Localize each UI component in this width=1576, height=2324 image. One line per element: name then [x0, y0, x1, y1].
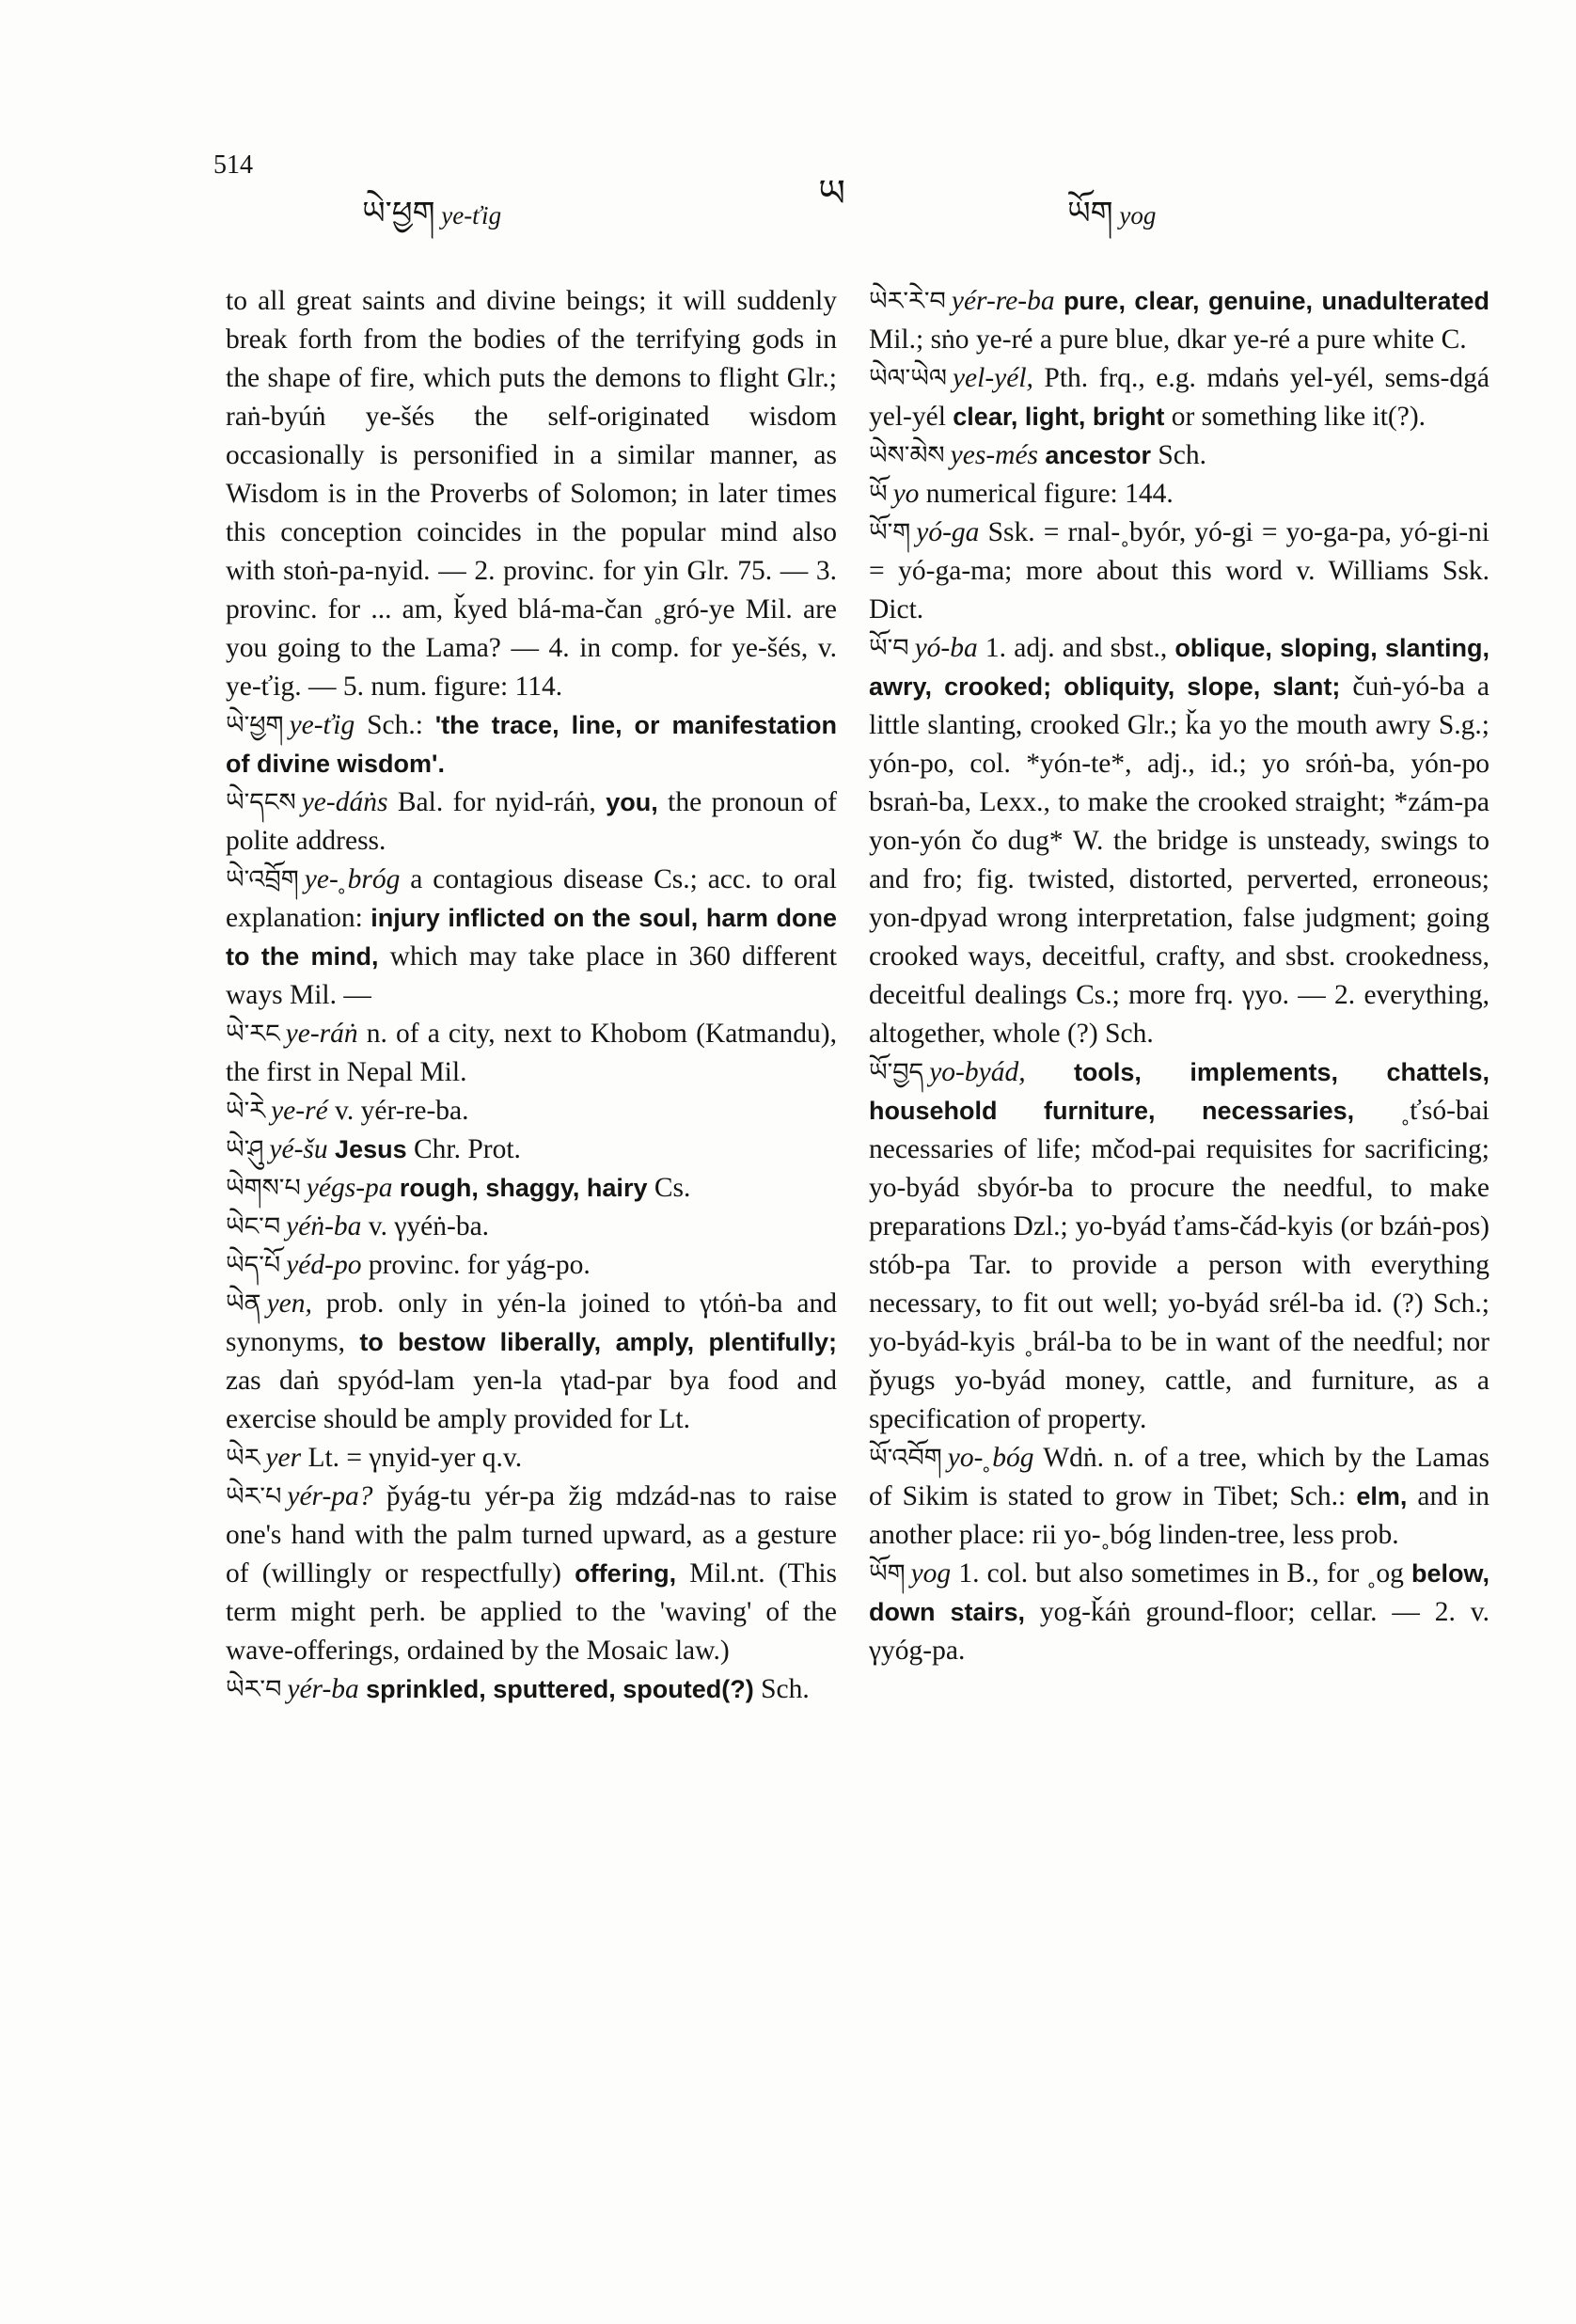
definition-bold: sprinkled, sputtered, spouted(?): [366, 1675, 754, 1703]
headword-translit: ye-ťig: [289, 710, 355, 740]
definition-text: n. of a city, next to Khobom (Katmandu), the first in Nepal Mil.: [226, 1019, 837, 1087]
definition-bold: below, down stairs,: [869, 1559, 1490, 1626]
dictionary-entry: [869, 1439, 1489, 1555]
definition-rest: which may take place in 360 different ways Mil. —: [226, 941, 837, 1010]
headword-translit: yér-re-ba: [951, 286, 1055, 316]
definition-text: v. γyéṅ-ba.: [368, 1211, 490, 1241]
headword-tibetan: ཡེར་པ: [226, 1482, 282, 1511]
definition-bold: oblique, sloping, slanting, awry, crooked; obliquity, slope, slant;: [869, 634, 1490, 701]
headword-translit: yó-ga: [916, 517, 980, 547]
definition-text: Bal. for nyid-ráṅ,: [397, 787, 607, 817]
headword-translit: yes-més: [950, 440, 1039, 470]
headword-tibetan: ཡེ་དངས: [226, 788, 296, 817]
headword-translit: yégs-pa: [306, 1173, 393, 1203]
headword-tibetan: ཡེ་རང: [226, 1020, 280, 1049]
headword-tibetan: ཡེས་མེས: [869, 441, 945, 470]
definition-bold: to bestow liberally, amply, plentifully;: [359, 1328, 837, 1356]
definition-text: Ssk. = rnal-˳byór, yó-gi = yo-ga-pa, yó-gi-ni = yó-ga-ma; more about this word v. Williams Ssk. Dict.: [869, 517, 1489, 624]
section-letter: ཡ: [818, 172, 845, 215]
definition-bold: pure, clear, genuine, unadulterated: [1063, 287, 1489, 315]
headword-translit: yel-yél,: [952, 363, 1033, 393]
dictionary-entry: [226, 861, 837, 1015]
headword-tibetan: ཡེ་ཤུ: [226, 1135, 264, 1164]
headword-tibetan: ཡེ་འབྲོག: [226, 865, 299, 894]
left-column: [226, 282, 837, 1709]
dictionary-entry: [226, 1439, 837, 1478]
headword-translit: yó-ba: [914, 633, 978, 663]
dictionary-entry: [226, 1285, 837, 1439]
headword-tibetan: ཡོ་བྱད: [869, 1058, 924, 1087]
definition-rest: Sch.: [1150, 440, 1206, 470]
headword-translit: ye-dáṅs: [301, 787, 388, 817]
definition-bold: Jesus: [335, 1135, 407, 1163]
dictionary-entry: [869, 1555, 1489, 1670]
right-entry-list: [869, 282, 1489, 1670]
headword-tibetan: ཡོག: [869, 1559, 906, 1589]
headword-translit: yér-pa?: [287, 1481, 373, 1511]
running-head-left: [362, 177, 501, 267]
definition-bold: injury inflicted on the soul, harm done to the mind,: [226, 904, 837, 971]
headword-tibetan: ཡེལ་ཡེལ: [869, 364, 947, 393]
headword-tibetan: ཡེད་པོ: [226, 1251, 281, 1280]
headword-translit: ye-˳bróg: [304, 864, 401, 894]
definition-bold: elm,: [1356, 1482, 1408, 1510]
headword-tibetan: ཡེགས་པ: [226, 1174, 301, 1203]
headword-translit: yen,: [266, 1288, 312, 1319]
definition-text: provinc. for yág-po.: [368, 1250, 591, 1280]
headword-translit: yo-˳bóg: [947, 1443, 1034, 1473]
definition-bold: 'the trace, line, or manifestation of divine wisdom'.: [226, 711, 838, 778]
headword-translit: yo: [892, 479, 920, 509]
definition-text: numerical figure: 144.: [925, 479, 1174, 509]
definition-text: Lt. = γnyid-yer q.v.: [307, 1443, 523, 1473]
definition-rest: Chr. Prot.: [406, 1134, 521, 1164]
definition-rest: or something like it(?).: [1164, 402, 1426, 432]
definition-rest: Mil.; sṅo ye-ré a pure blue, dkar ye-ré a pure white C.: [869, 324, 1467, 355]
continuation-text: to all great saints and divine beings; it will suddenly break forth from the bodies of the terrifying gods in the shape of fire, which puts the demons to flight Glr.; raṅ-byúṅ ye-šés the self-originated wisdom occasionally is personified in a similar manner, as Wisdom is in the Proverbs of Solomon; in later times this conception coincides in the popular mind also with stoṅ-pa-nyid. — 2. provinc. for yin Glr. 75. — 3. provinc. for ... am, ǩyed blá-ma-čan ˳gró-ye Mil. are you going to the Lama? — 4. in comp. for ye-šés, v. ye-ťig. — 5. num. figure: 114.: [226, 286, 837, 702]
dictionary-entry: [226, 783, 837, 861]
definition-rest: ˳ťsó-bai necessaries of life; mčod-pai requisites for sacrificing; yo-byád sbyór-ba to procure the needful, to make preparations Dzl.; yo-byád ťams-čád-kyis (or bzáṅ-pos) stób-pa Tar. to provide a person with everything necessary, to fit out well; yo-byád srél-ba id. (?) Sch.; yo-byád-kyis ˳brál-ba to be in want of the needful; nor p̌yugs yo-byád money, cattle, and furniture, as a specification of property.: [869, 1096, 1489, 1434]
dictionary-entry: [869, 359, 1489, 436]
headword-tibetan: ཡོ: [869, 480, 888, 509]
dictionary-entry: [226, 1670, 837, 1709]
definition-text: Sch.:: [367, 710, 435, 740]
definition-rest: Sch.: [753, 1674, 810, 1704]
running-head-right-tibetan: ཡོག: [1067, 195, 1113, 232]
running-head-right: [1067, 177, 1156, 267]
definition-rest: the pronoun of polite address.: [226, 787, 837, 856]
dictionary-entry: [869, 514, 1489, 629]
dictionary-entry: [226, 706, 837, 783]
headword-tibetan: ཡོ་ག: [869, 518, 911, 547]
definition-rest: and in another place: rii yo-˳bóg linden-tree, less prob.: [869, 1481, 1489, 1550]
dictionary-entry: [226, 1015, 837, 1092]
definition-rest: yog-ǩáṅ ground-floor; cellar. — 2. v. γyóg-pa.: [869, 1597, 1490, 1666]
definition-bold: you,: [606, 788, 658, 816]
definition-text: v. yér-re-ba.: [335, 1096, 469, 1126]
dictionary-entry: [226, 1169, 837, 1208]
headword-tibetan: ཡེ་རེ: [226, 1097, 266, 1126]
headword-tibetan: ཡེང་བ: [226, 1212, 281, 1241]
headword-translit: ye-ré: [271, 1096, 328, 1126]
headword-tibetan: ཡེ་ཕྱག: [226, 711, 284, 740]
headword-translit: yé-šu: [269, 1134, 328, 1164]
definition-rest: zas daṅ spyód-lam yen-la γtad-par bya food and exercise should be amply provided for Lt.: [226, 1366, 837, 1434]
definition-rest: Mil.nt. (This term might perh. be applied to the 'waving' of the wave-offerings, ordained by the Mosaic law.): [226, 1558, 838, 1666]
headword-translit: yog: [910, 1558, 952, 1589]
headword-tibetan: ཡོ་འབོག: [869, 1444, 942, 1473]
running-head-right-translit: yog: [1119, 201, 1157, 229]
dictionary-entry: [226, 1208, 837, 1246]
headword-tibetan: ཡེར་བ: [226, 1675, 282, 1704]
running-head-left-tibetan: ཡེ་ཕྱག: [362, 195, 435, 232]
definition-rest: čuṅ-yó-ba a little slanting, crooked Glr.; ǩa yo the mouth awry S.g.; yón-po, col. *yón-te*, adj., id.; yo sróṅ-ba, yón-po bsraṅ-ba, Lexx., to make the crooked straight; *zám-pa yon-yón čo dug* W. the bridge is unsteady, swings to and fro; fig. twisted, distorted, perverted, erroneous; yon-dpyad wrong interpretation, false judgment; going crooked ways, deceitful, crafty, and sbst. crookedness, deceitful dealings Cs.; more frq. γyo. — 2. everything, altogether, whole (?) Sch.: [869, 672, 1489, 1049]
headword-tibetan: ཡེན: [226, 1289, 261, 1319]
running-head-left-translit: ye-ťig: [441, 201, 502, 229]
dictionary-entry: [869, 282, 1489, 359]
headword-tibetan: ཡེར: [226, 1444, 260, 1473]
dictionary-entry: [226, 1092, 837, 1130]
headword-translit: yér-ba: [287, 1674, 359, 1704]
definition-text: Wdṅ. n. of a tree, which by the Lamas of Sikim is stated to grow in Tibet; Sch.:: [869, 1443, 1490, 1511]
left-entry-list: [226, 706, 837, 1709]
dictionary-entry: [869, 1053, 1489, 1439]
right-column: [869, 282, 1489, 1670]
headword-translit: yéd-po: [286, 1250, 362, 1280]
dictionary-entry: [226, 1130, 837, 1169]
headword-translit: ye-ráṅ: [285, 1019, 358, 1049]
dictionary-entry: [869, 629, 1489, 1053]
headword-translit: yéṅ-ba: [286, 1211, 362, 1241]
headword-translit: yo-byád,: [929, 1057, 1026, 1087]
definition-text: 1. col. but also sometimes in B., for ˳og: [958, 1558, 1411, 1589]
page-number: 514: [213, 150, 253, 180]
definition-text: a contagious disease Cs.; acc. to oral explanation:: [226, 864, 837, 933]
headword-tibetan: ཡེར་རེ་བ: [869, 287, 946, 316]
definition-bold: clear, light, bright: [953, 403, 1165, 431]
definition-text: p̌yág-tu yér-pa žig mdzád-nas to raise one's hand with the palm turned upward, as a gesture of (willingly or respectfully): [226, 1481, 837, 1589]
definition-bold: rough, shaggy, hairy: [399, 1174, 648, 1202]
definition-bold: offering,: [575, 1559, 677, 1588]
dictionary-entry: [869, 475, 1489, 514]
definition-bold: tools, implements, chattels, household furniture, necessaries,: [869, 1058, 1489, 1125]
dictionary-entry: [869, 436, 1489, 475]
definition-rest: Cs.: [647, 1173, 691, 1203]
definition-text: Pth. frq., e.g. mdaṅs yel-yél, sems-dgá yel-yél: [869, 363, 1489, 432]
definition-text: prob. only in yén-la joined to γtóṅ-ba and synonyms,: [226, 1288, 837, 1357]
dictionary-entry: [226, 1246, 837, 1285]
headword-translit: yer: [265, 1443, 302, 1473]
headword-tibetan: ཡོ་བ: [869, 634, 909, 663]
definition-text: 1. adj. and sbst.,: [985, 633, 1175, 663]
dictionary-entry: [226, 1478, 837, 1670]
definition-bold: ancestor: [1045, 441, 1151, 469]
